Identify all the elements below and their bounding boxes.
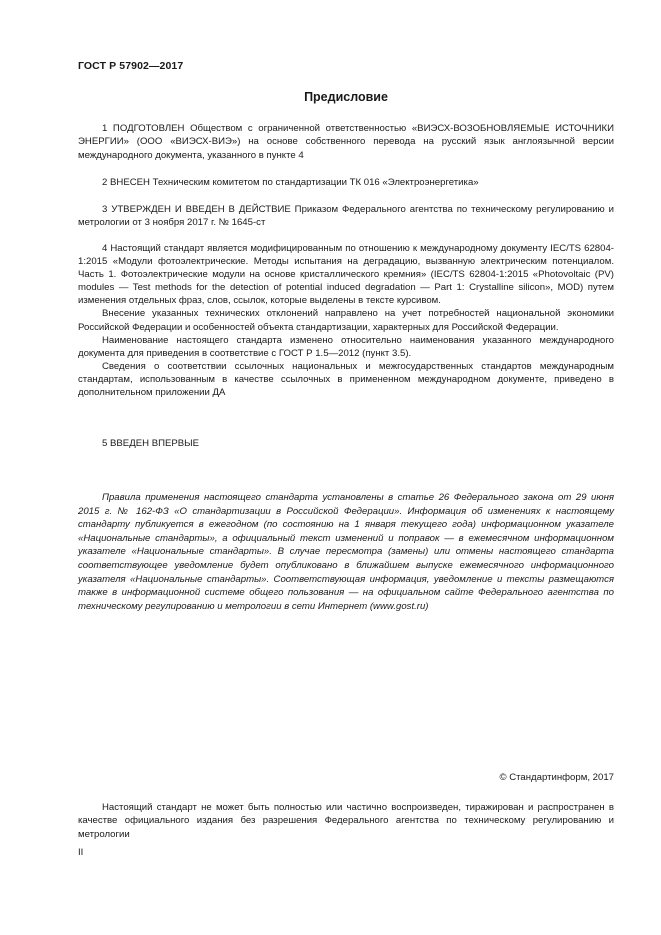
section-4-paragraph-1: 4 Настоящий стандарт является модифицированным по отношению к международному документу IEC/TS 62804-1:2015 «Модули фотоэлектрические. Методы испытания на деградацию, вызванную электрическим потенциалом. Часть 1. Фотоэлектрические модули на основе кристаллического кремния» (IEC/TS 62804-1:2015 «Photovoltaic (PV) modules — Test methods for the detection of potential induced degradation — Part 1: Crystalline silicon», MOD) путем изменения отдельных фраз, слов, ссылок, которые выделены в тексте курсивом. [78, 243, 614, 307]
application-rules-notice: Правила применения настоящего стандарта установлены в статье 26 Федерального закона от 29 июня 2015 г. № 162-ФЗ «О стандартизации в Российской Федерации». Информация об изменениях к настоящему стандарту публикуется в ежегодном (по состоянию на 1 января текущего года) информационном указателе «Национальные стандарты», а официальный текст изменений и поправок — в ежемесячном информационном указателе «Национальные стандарты». В случае пересмотра (замены) или отмены настоящего стандарта соответствующее уведомление будет опубликовано в ближайшем выпуске ежемесячного информационного указателя «Национальные стандарты». Соответствующая информация, уведомление и тексты размещаются также в информационной системе общего пользования — на официальном сайте Федерального агентства по техническому регулированию и метрологии в сети Интернет (www.gost.ru) [78, 492, 614, 612]
section-4-paragraph-4: Сведения о соответствии ссылочных национальных и межгосударственных стандартов международным стандартам, использованным в качестве ссылочных в примененном международном документе, приведено в дополнительном приложении ДА [78, 360, 614, 399]
section-2-text: 2 ВНЕСЕН Техническим комитетом по стандартизации ТК 016 «Электроэнергетика» [102, 177, 479, 188]
section-4-block [78, 242, 614, 399]
section-3-text: 3 УТВЕРЖДЕН И ВВЕДЕН В ДЕЙСТВИЕ Приказом Федерального агентства по техническому регулированию и метрологии от 3 ноября 2017 г. № 1645-ст [78, 204, 614, 229]
standard-id-header: ГОСТ Р 57902—2017 [78, 60, 184, 72]
section-1-text: 1 ПОДГОТОВЛЕН Обществом с ограниченной ответственностью «ВИЭСХ-ВОЗОБНОВЛЯЕМЫЕ ИСТОЧНИКИ ЭНЕРГИИ» (ООО «ВИЭСХ-ВИЭ») на основе собственного перевода на русский язык англоязычной версии международного документа, указанного в пункте 4 [78, 123, 614, 161]
section-4-paragraph-2: Внесение указанных технических отклонений направлено на учет потребностей национальной экономики Российской Федерации и особенностей объекта стандартизации, характерных для Российской Федерации. [78, 308, 614, 333]
section-5-text: 5 ВВЕДЕН ВПЕРВЫЕ [102, 438, 200, 449]
section-4-paragraph-3: Наименование настоящего стандарта изменено относительно наименования указанного международного документа для приведения в соответствие с ГОСТ Р 1.5—2012 (пункт 3.5). [78, 334, 614, 359]
copyright-line: © Стандартинформ, 2017 [499, 772, 614, 783]
reproduction-restriction-text: Настоящий стандарт не может быть полностью или частично воспроизведен, тиражирован и распространен в качестве официального издания без разрешения Федерального агентства по техническому регулированию и метрологии [78, 802, 614, 840]
page-number: II [78, 847, 84, 858]
page-title: Предисловие [304, 90, 388, 104]
